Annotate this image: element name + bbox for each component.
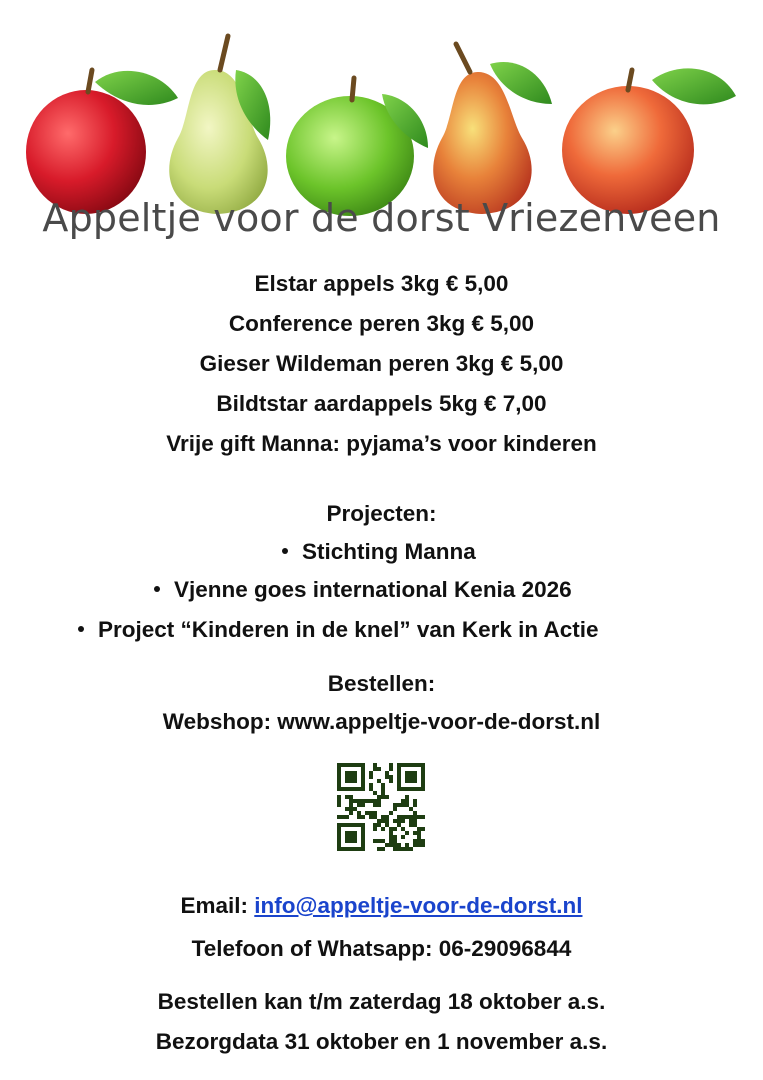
email-link[interactable]: info@appeltje-voor-de-dorst.nl bbox=[254, 893, 583, 918]
phone-line: Telefoon of Whatsapp: 06-29096844 bbox=[191, 936, 572, 961]
qr-code bbox=[337, 763, 425, 851]
red-apple-icon bbox=[26, 70, 178, 214]
product-conference: Conference peren 3kg € 5,00 bbox=[228, 311, 535, 336]
email-label: Email: bbox=[180, 893, 255, 918]
project-label: Project “Kinderen in de knel” van Kerk in Actie bbox=[98, 617, 599, 642]
product-manna-gift: Vrije gift Manna: pyjama’s voor kinderen bbox=[166, 431, 597, 456]
order-deadline: Bestellen kan t/m zaterdag 18 oktober a.s. bbox=[157, 989, 606, 1014]
red-apple-icon bbox=[562, 68, 736, 214]
projects-heading: Projecten: bbox=[326, 501, 437, 526]
email-line bbox=[0, 892, 763, 920]
red-pear-icon bbox=[433, 44, 552, 214]
product-gieser: Gieser Wildeman peren 3kg € 5,00 bbox=[199, 351, 564, 376]
webshop-line: Webshop: www.appeltje-voor-de-dorst.nl bbox=[162, 709, 601, 734]
green-pear-icon bbox=[169, 36, 270, 214]
ordering-heading: Bestellen: bbox=[327, 671, 436, 696]
project-item bbox=[282, 538, 476, 566]
fruit-banner bbox=[0, 0, 763, 260]
project-label: Stichting Manna bbox=[302, 539, 476, 564]
bullet-icon bbox=[154, 586, 160, 592]
product-bildtstar: Bildtstar aardappels 5kg € 7,00 bbox=[216, 391, 547, 416]
project-item bbox=[154, 576, 572, 604]
bullet-icon bbox=[78, 626, 84, 632]
project-item bbox=[78, 616, 599, 644]
delivery-dates: Bezorgdata 31 oktober en 1 november a.s. bbox=[155, 1029, 608, 1054]
product-elstar: Elstar appels 3kg € 5,00 bbox=[254, 271, 509, 296]
project-label: Vjenne goes international Kenia 2026 bbox=[174, 577, 572, 602]
banner-title: Appeltje voor de dorst Vriezenveen bbox=[42, 196, 721, 240]
bullet-icon bbox=[282, 548, 288, 554]
